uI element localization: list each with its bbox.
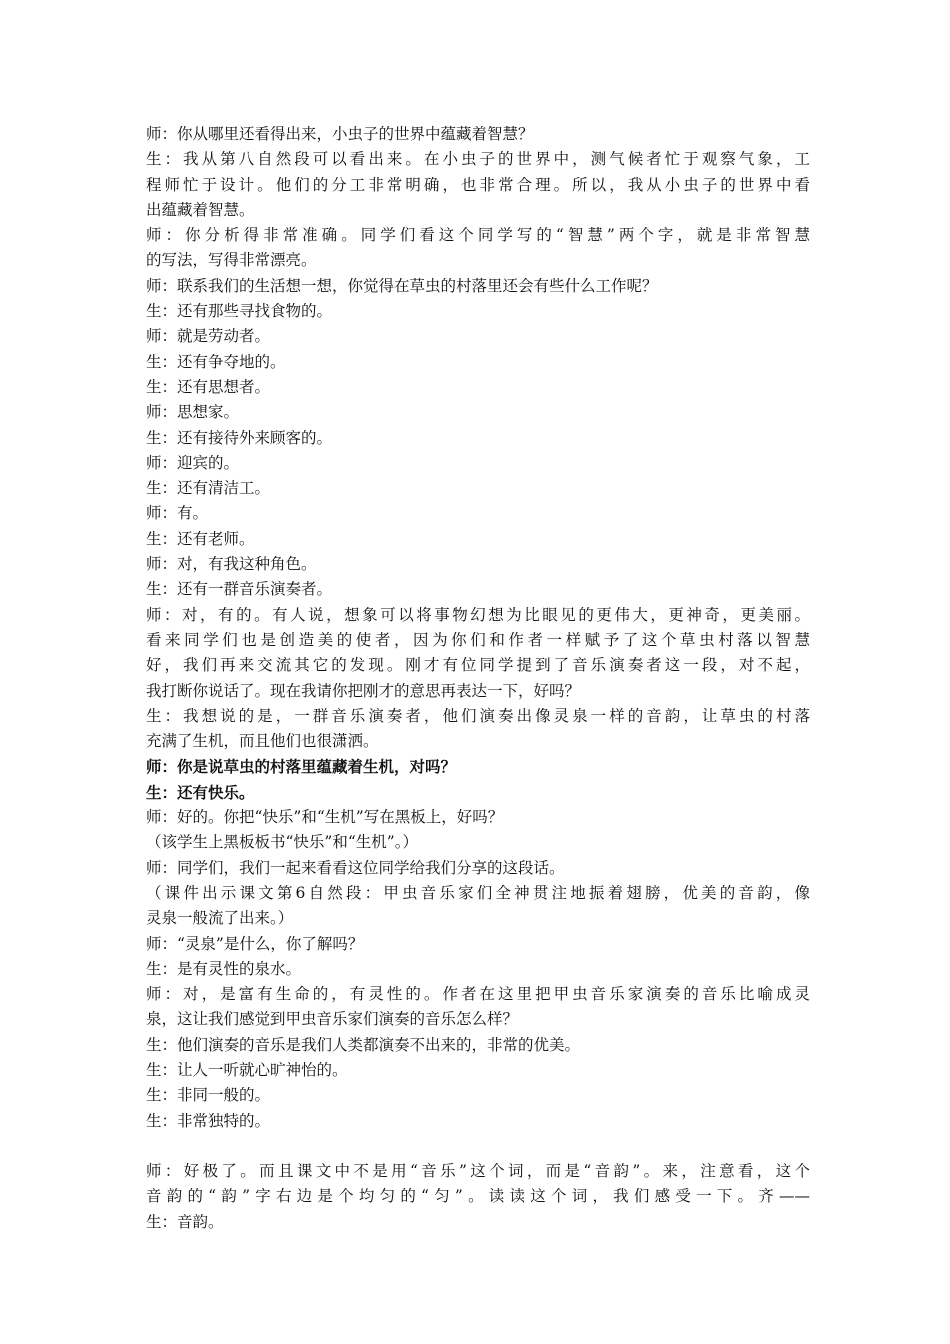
text-line: 生：还有清洁工。 [146,479,271,498]
text-line: 生：让人一听就心旷神怡的。 [146,1060,348,1079]
text-line: 灵泉一般流了出来。） [146,909,294,928]
text-line: 师：迎宾的。 [146,453,240,472]
text-line: （课件出示课文第6自然段：甲虫音乐家们全神贯注地振着翅膀，优美的音韵，像 [146,883,810,902]
text-line: 生：他们演奏的音乐是我们人类都演奏不出来的，非常的优美。 [146,1035,581,1054]
text-line: 师：对，有我这种角色。 [146,555,317,574]
text-line: 师：好极了。而且课文中不是用“音乐”这个词，而是“音韵”。来，注意看，这个 [146,1162,810,1181]
text-line: 师：联系我们的生活想一想，你觉得在草虫的村落里还会有些什么工作呢？ [146,276,658,295]
text-line: 师：同学们，我们一起来看看这位同学给我们分享的这段话。 [146,858,565,877]
text-line: 生：还有接待外来顾客的。 [146,428,333,447]
text-line: 充满了生机，而且他们也很潇洒。 [146,732,379,751]
text-line: 生：我想说的是，一群音乐演奏者，他们演奏出像灵泉一样的音韵，让草虫的村落 [146,706,810,725]
text-line: 生：还有快乐。 [146,782,255,802]
text-line: 生：还有老师。 [146,529,255,548]
text-line: 泉，这让我们感觉到甲虫音乐家们演奏的音乐怎么样？ [146,1010,519,1029]
blank-line [146,1134,810,1159]
document-page [146,122,810,1235]
text-line: 师：对，是富有生命的，有灵性的。作者在这里把甲虫音乐家演奏的音乐比喻成灵 [146,985,810,1004]
text-line: 音韵的“韵”字右边是个均匀的“匀”。读读这个词，我们感受一下。齐—— [146,1187,810,1206]
text-line: 生：还有争夺地的。 [146,352,286,371]
text-line: 看来同学们也是创造美的使者，因为你们和作者一样赋予了这个草虫村落以智慧 [146,630,810,649]
text-line: 师：“灵泉”是什么，你了解吗？ [146,934,364,953]
text-line: 出蕴藏着智慧。 [146,200,255,219]
text-line: 好，我们再来交流其它的发现。刚才有位同学提到了音乐演奏者这一段，对不起， [146,656,810,675]
text-line: 生：非常独特的。 [146,1111,271,1130]
text-line: 师：好的。你把“快乐”和“生机”写在黑板上，好吗？ [146,808,504,827]
text-line: 师：就是劳动者。 [146,327,271,346]
text-line: 师：有。 [146,504,209,523]
text-line: 生：还有一群音乐演奏者。 [146,580,333,599]
text-line: 师：你从哪里还看得出来，小虫子的世界中蕴藏着智慧？ [146,125,534,143]
text-line: 师：思想家。 [146,403,240,422]
text-line: 的写法，写得非常漂亮。 [146,251,317,270]
text-line: 生：是有灵性的泉水。 [146,959,302,978]
text-line: （该学生上黑板板书“快乐”和“生机”。） [146,833,418,852]
text-line: 师：对，有的。有人说，想象可以将事物幻想为比眼见的更伟大，更神奇，更美丽。 [146,605,810,624]
text-line: 师：你是说草虫的村落里蕴藏着生机，对吗？ [146,757,457,777]
text-line: 生：还有那些寻找食物的。 [146,302,333,321]
text-line: 生：音韵。 [146,1212,224,1231]
text-line: 师：你分析得非常准确。同学们看这个同学写的“智慧”两个字，就是非常智慧 [146,226,810,245]
text-line: 生：还有思想者。 [146,377,271,396]
text-line: 生：我从第八自然段可以看出来。在小虫子的世界中，测气候者忙于观察气象，工 [146,150,810,169]
text-line: 生：非同一般的。 [146,1086,271,1105]
text-line: 程师忙于设计。他们的分工非常明确，也非常合理。所以，我从小虫子的世界中看 [146,175,810,194]
text-line: 我打断你说话了。现在我请你把刚才的意思再表达一下，好吗？ [146,681,581,700]
